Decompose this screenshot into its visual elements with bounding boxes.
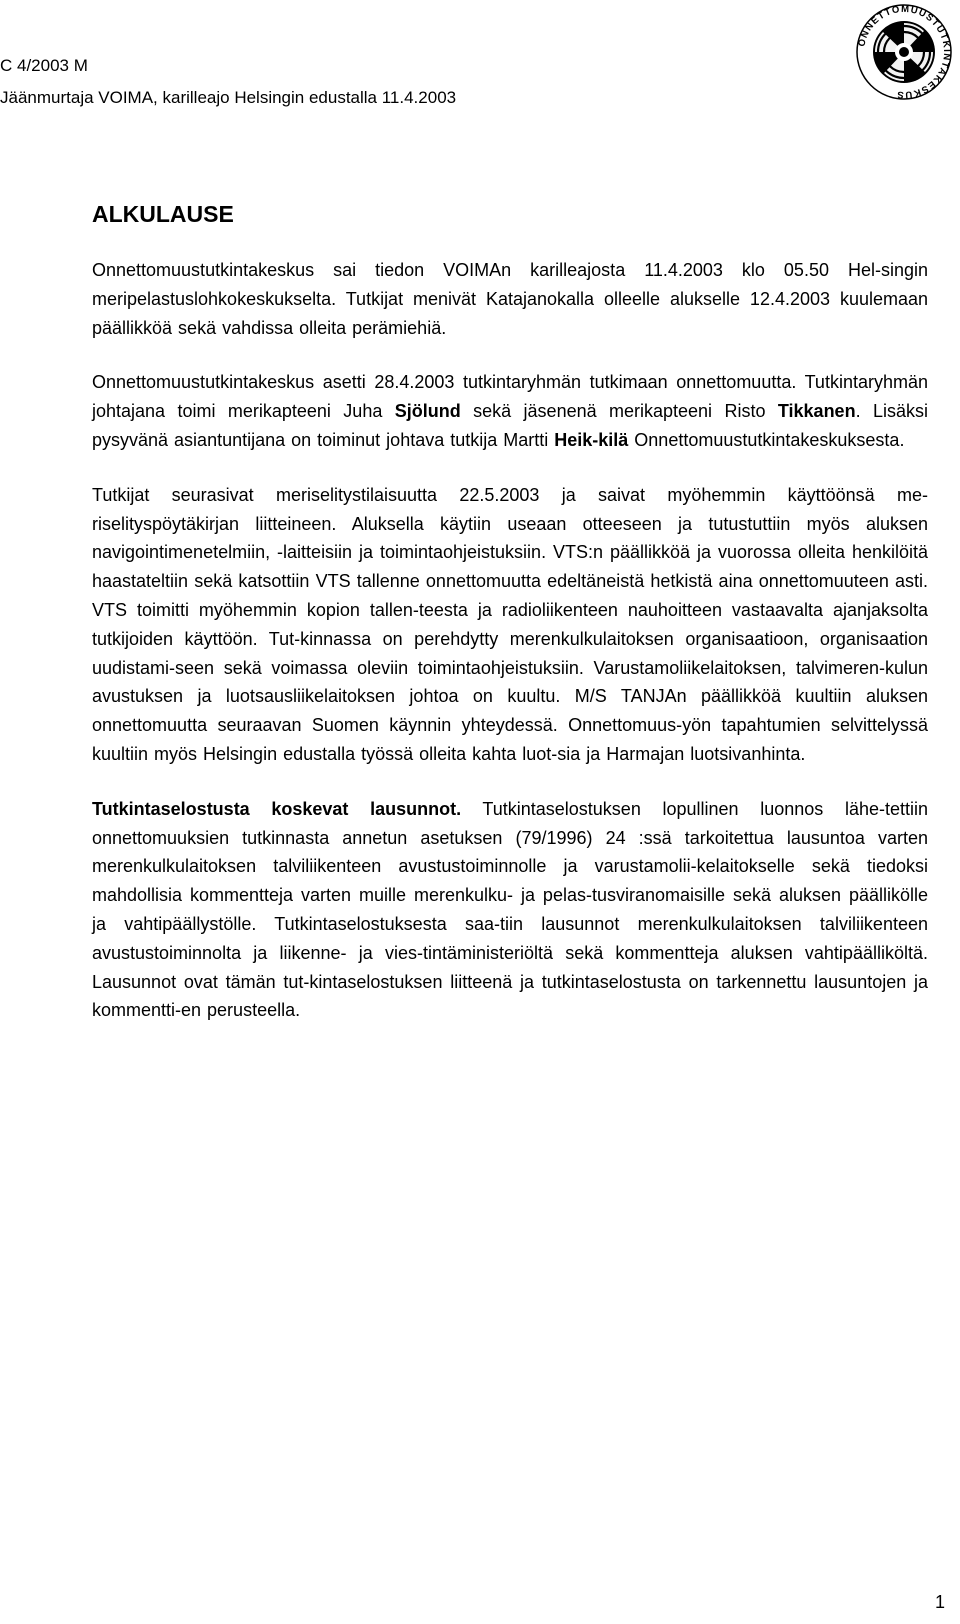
- document-code: C 4/2003 M: [0, 56, 88, 75]
- paragraph-investigation-team: [92, 368, 928, 454]
- page-number: 1: [935, 1592, 946, 1612]
- document-title: Jäänmurtaja VOIMA, karilleajo Helsingin edustalla 11.4.2003: [0, 88, 457, 107]
- text-run: . Lisäksi pysyvänä asiantuntijana on toiminut johtava tutkija Martti: [92, 401, 928, 450]
- person-name: Sjölund: [394, 401, 461, 422]
- svg-text:ONNETTOMUUSTUTKINTAKESKUS: ONNETTOMUUSTUTKINTAKESKUS: [856, 3, 953, 101]
- person-name: Tikkanen: [777, 401, 856, 422]
- paragraph-intro: Onnettomuustutkintakeskus sai tiedon VOIMAn karilleajosta 11.4.2003 klo 05.50 Hel-singin meripelastuslohkokeskukselta. Tutkijat menivät Katajanokalla olleelle alukselle 12.4.2003 kuulemaan päällikköä sekä vahdissa olleita perämiehiä.: [92, 260, 928, 338]
- section-heading: ALKULAUSE: [92, 201, 234, 227]
- text-run: Onnettomuustutkintakeskuksesta.: [628, 429, 905, 450]
- text-run: sekä jäsenenä merikapteeni Risto: [460, 401, 778, 422]
- text-run: Onnettomuustutkintakeskus asetti 28.4.2003 tutkintaryhmän tutkimaan onnettomuutta. Tutkintaryhmän johtajana toimi merikapteeni Juha: [92, 372, 928, 422]
- paragraph-investigation-actions: Tutkijat seurasivat meriselitystilaisuutta 22.5.2003 ja saivat myöhemmin käyttöönsä me-riselityspöytäkirjan liitteineen. Aluksella käytiin useaan otteeseen ja tutustuttiin myös aluksen navigointimenetelmiin, -laitteisiin ja toimintaohjeistuksiin. VTS:n päällikköä ja vuorossa olleita henkilöitä haastateltiin sekä katsottiin VTS tallenne onnettomuutta edeltäneistä hetkistä aina onnettomuuteen asti. VTS toimitti myöhemmin kopion tallen-teesta ja radioliikenteen nauhoitteen vastaavalta ajanjaksolta tutkijoiden käyttöön. Tut-kinnassa on perehdytty merenkulkulaitoksen organisaatioon, organisaation uudistami-seen sekä voimassa oleviin toimintaohjeistuksiin. Varustamoliikelaitoksen, talvimeren-kulun avustuksen ja luotsausliikelaitoksen johtoa on kuultu. M/S TANJAn päällikköä kuultiin aluksen onnettomuutta seuraavan Suomen käynnin yhteydessä. Onnettomuus-yön tapahtumien selvittelyssä kuultiin myös Helsingin edustalla työssä olleita kahta luot-sia ja Harmajan luotsivanhinta.: [92, 484, 928, 764]
- person-name: Heik-kilä: [554, 429, 629, 450]
- main-content: [92, 200, 928, 1051]
- paragraph-lead: Tutkintaselostusta koskevat lausunnot.: [92, 798, 462, 819]
- text-run: Tutkintaselostuksen lopullinen luonnos lähe-tettiin onnettomuuksien tutkinnasta annetun asetuksen (79/1996) 24 :ssä tarkoitettua lausuntoa varten merenkulkulaitoksen talviliikenteen avustustoiminnolle ja varustamolii-kelaitokselle sekä tiedoksi mahdollisia kommentteja varten muille merenkulku- ja pelas-tusviranomaisille sekä aluksen päällikölle ja vahtipäällystölle. Tutkintaselostuksesta saa-tiin lausunnot merenkulkulaitoksen talviliikenteen avustustoiminnolta ja liikenne- ja vies-tintäministeriöltä sekä kommentteja aluksen vahtipäälliköltä. Lausunnot ovat tämän tut-kintaselostuksen liitteenä ja tutkintaselostusta on tarkennettu lausuntojen ja kommentti-en perusteella.: [92, 798, 928, 1021]
- paragraph-statements: [92, 795, 928, 1025]
- onnettomuustutkintakeskus-logo: [854, 2, 954, 102]
- document-header: [0, 50, 620, 114]
